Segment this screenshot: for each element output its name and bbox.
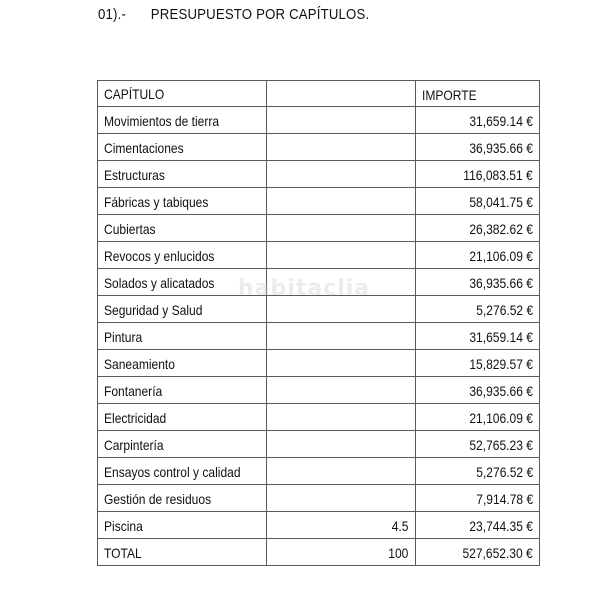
pct-cell xyxy=(267,323,415,350)
chapter-cell: Cimentaciones xyxy=(98,134,267,161)
total-amount: 527,652.30 € xyxy=(415,539,539,566)
chapter-cell: Revocos y enlucidos xyxy=(98,242,267,269)
header-amount: IMPORTE xyxy=(415,81,539,107)
header-chapter: CAPÍTULO xyxy=(98,81,267,107)
table-row xyxy=(98,242,540,269)
chapter-cell: Seguridad y Salud xyxy=(98,296,267,323)
chapter-cell: Movimientos de tierra xyxy=(98,107,267,134)
table-row xyxy=(98,458,540,485)
amount-cell: 31,659.14 € xyxy=(415,323,539,350)
pct-cell xyxy=(267,485,415,512)
table-row xyxy=(98,377,540,404)
amount-cell: 5,276.52 € xyxy=(415,458,539,485)
amount-cell: 5,276.52 € xyxy=(415,296,539,323)
pct-cell xyxy=(267,269,415,296)
chapter-cell: Piscina xyxy=(98,512,267,539)
pct-cell xyxy=(267,296,415,323)
table-row xyxy=(98,485,540,512)
amount-cell: 31,659.14 € xyxy=(415,107,539,134)
pct-cell xyxy=(267,431,415,458)
pct-cell xyxy=(267,215,415,242)
chapter-cell: Gestión de residuos xyxy=(98,485,267,512)
chapter-cell: Solados y alicatados xyxy=(98,269,267,296)
table-row xyxy=(98,134,540,161)
table-row xyxy=(98,350,540,377)
table-row xyxy=(98,269,540,296)
section-heading xyxy=(98,6,369,23)
amount-cell: 21,106.09 € xyxy=(415,242,539,269)
pct-cell xyxy=(267,161,415,188)
budget-table xyxy=(97,80,540,566)
chapter-cell: Carpintería xyxy=(98,431,267,458)
chapter-cell: Cubiertas xyxy=(98,215,267,242)
amount-cell: 7,914.78 € xyxy=(415,485,539,512)
table-row xyxy=(98,296,540,323)
table-row xyxy=(98,323,540,350)
chapter-cell: Fábricas y tabiques xyxy=(98,188,267,215)
pct-cell xyxy=(267,242,415,269)
pct-cell xyxy=(267,134,415,161)
chapter-cell: Estructuras xyxy=(98,161,267,188)
total-pct: 100 xyxy=(267,539,415,566)
table-header-row xyxy=(98,81,540,107)
pct-cell xyxy=(267,188,415,215)
chapter-cell: Saneamiento xyxy=(98,350,267,377)
amount-cell: 23,744.35 € xyxy=(415,512,539,539)
total-row xyxy=(98,539,540,566)
chapter-cell: Electricidad xyxy=(98,404,267,431)
pct-cell xyxy=(267,350,415,377)
header-pct xyxy=(267,81,415,107)
chapter-cell: Pintura xyxy=(98,323,267,350)
amount-cell: 58,041.75 € xyxy=(415,188,539,215)
section-number: 01).- xyxy=(98,6,127,23)
total-label: TOTAL xyxy=(98,539,267,566)
pct-cell xyxy=(267,458,415,485)
table-body xyxy=(98,107,540,539)
table-row xyxy=(98,107,540,134)
table-row xyxy=(98,161,540,188)
table-row xyxy=(98,431,540,458)
amount-cell: 36,935.66 € xyxy=(415,269,539,296)
table-row xyxy=(98,188,540,215)
table-row xyxy=(98,404,540,431)
amount-cell: 116,083.51 € xyxy=(415,161,539,188)
amount-cell: 21,106.09 € xyxy=(415,404,539,431)
table-row xyxy=(98,215,540,242)
pct-cell: 4.5 xyxy=(267,512,415,539)
chapter-cell: Ensayos control y calidad xyxy=(98,458,267,485)
pct-cell xyxy=(267,377,415,404)
pct-cell xyxy=(267,404,415,431)
amount-cell: 15,829.57 € xyxy=(415,350,539,377)
watermark-logo: habitaclia xyxy=(238,276,371,301)
table-row xyxy=(98,512,540,539)
section-title: PRESUPUESTO POR CAPÍTULOS. xyxy=(150,6,370,23)
pct-cell xyxy=(267,107,415,134)
chapter-cell: Fontanería xyxy=(98,377,267,404)
amount-cell: 36,935.66 € xyxy=(415,134,539,161)
amount-cell: 26,382.62 € xyxy=(415,215,539,242)
amount-cell: 36,935.66 € xyxy=(415,377,539,404)
amount-cell: 52,765.23 € xyxy=(415,431,539,458)
